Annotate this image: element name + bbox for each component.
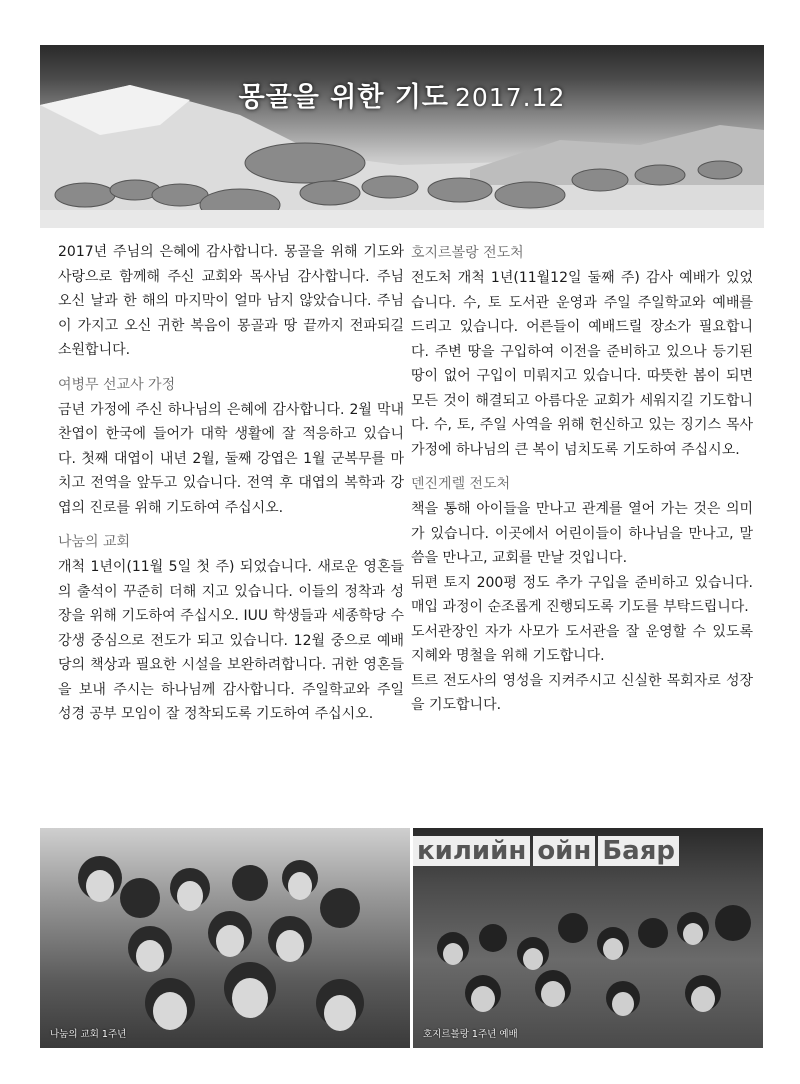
section-heading: 여병무 선교사 가정 xyxy=(58,376,176,393)
section-body: 도서관장인 자가 사모가 도서관을 잘 운영할 수 있도록 지혜와 명철을 위해 기도합니다. xyxy=(411,623,753,664)
section-heading: 나눔의 교회 xyxy=(58,534,131,550)
people-group-image xyxy=(40,828,410,1048)
page-title xyxy=(40,75,764,114)
title-text: 몽골을 위한 기도 xyxy=(238,82,449,113)
banner-sign xyxy=(413,836,679,866)
section-heading: 덴진게렐 전도처 xyxy=(411,476,511,492)
left-column xyxy=(58,240,404,727)
section-body: 트르 전도사의 영성을 지켜주시고 신실한 목회자로 성장을 기도합니다. xyxy=(411,672,753,713)
section-body: 금년 가정에 주신 하나님의 은혜에 감사합니다. 2월 막내 찬엽이 한국에 들어가 대학 생활에 잘 적응하고 있습니다. 첫째 대엽이 내년 2월, 둘째 강엽은 1월 군복무를 마치고 전역을 앞두고 있습니다. 전역 후 대엽의 복학과 강엽의 진로를 위해 기도하여 주십시오. xyxy=(58,401,404,516)
sign-word: Баяр xyxy=(598,836,679,866)
sign-word: ойн xyxy=(533,836,595,866)
section-body: 책을 통해 아이들을 만나고 관계를 열어 가는 것은 의미가 있습니다. 이곳에서 어린이들이 하나님을 만나고, 말씀을 만나고, 교회를 만날 것입니다. xyxy=(411,501,753,566)
photo-caption: 나눔의 교회 1주년 xyxy=(50,1029,127,1040)
section-heading: 호지르볼랑 전도처 xyxy=(411,245,524,261)
section-body: 전도처 개척 1년(11월12일 둘째 주) 감사 예배가 있었습니다. 수, 토 도서관 운영과 주일 주일학교와 예배를 드리고 있습니다. 어른들이 예배드릴 장소가 필요합니다. 주변 땅을 구입하여 이전을 준비하고 있으나 등기된 땅이 없어 구입이 미뤄지고 있습니다. 따뜻한 봄이 되면 모든 것이 해결되고 아름다운 교회가 세워지길 기도합니다. 수, 토, 주일 사역을 위해 헌신하고 있는 징기스 목사 가정에 하나님의 큰 복이 넘치도록 기도하여 주십시오. xyxy=(411,270,753,458)
photo-caption: 호지르볼랑 1주년 예배 xyxy=(423,1029,518,1040)
mongolia-ger-landscape-image xyxy=(40,45,764,228)
section-body: 개척 1년이(11월 5일 첫 주) 되었습니다. 새로운 영혼들의 출석이 꾸준히 더해 지고 있습니다. 이들의 정착과 성장을 위해 기도하여 주십시오. IUU 학생들과 세종학당 수강생 중심으로 전도가 되고 있습니다. 12월 중으로 예배당의 책상과 필요한 시설을 보완하려합니다. 귀한 영혼들을 보내 주시는 하나님께 감사합니다. 주일학교와 주일 성경 공부 모임이 잘 정착되도록 기도하여 주십시오. xyxy=(58,559,404,722)
title-date: 2017.12 xyxy=(454,83,566,112)
sign-word: килийн xyxy=(413,836,530,866)
header-banner xyxy=(40,45,764,228)
right-column xyxy=(411,240,753,718)
group-photo-hojirbulag xyxy=(413,828,763,1048)
intro-paragraph: 2017년 주님의 은혜에 감사합니다. 몽골을 위해 기도와 사랑으로 함께해 주신 교회와 목사님 감사합니다. 주님 오신 날과 한 해의 마지막이 얼마 남지 않았습니다. 주님이 가지고 오신 귀한 복음이 몽골과 땅 끝까지 전파되길 소원합니다. xyxy=(58,244,404,358)
group-photo-nanum-church xyxy=(40,828,410,1048)
section-body: 뒤편 토지 200평 정도 추가 구입을 준비하고 있습니다. 매입 과정이 순조롭게 진행되도록 기도를 부탁드립니다. xyxy=(411,574,753,615)
